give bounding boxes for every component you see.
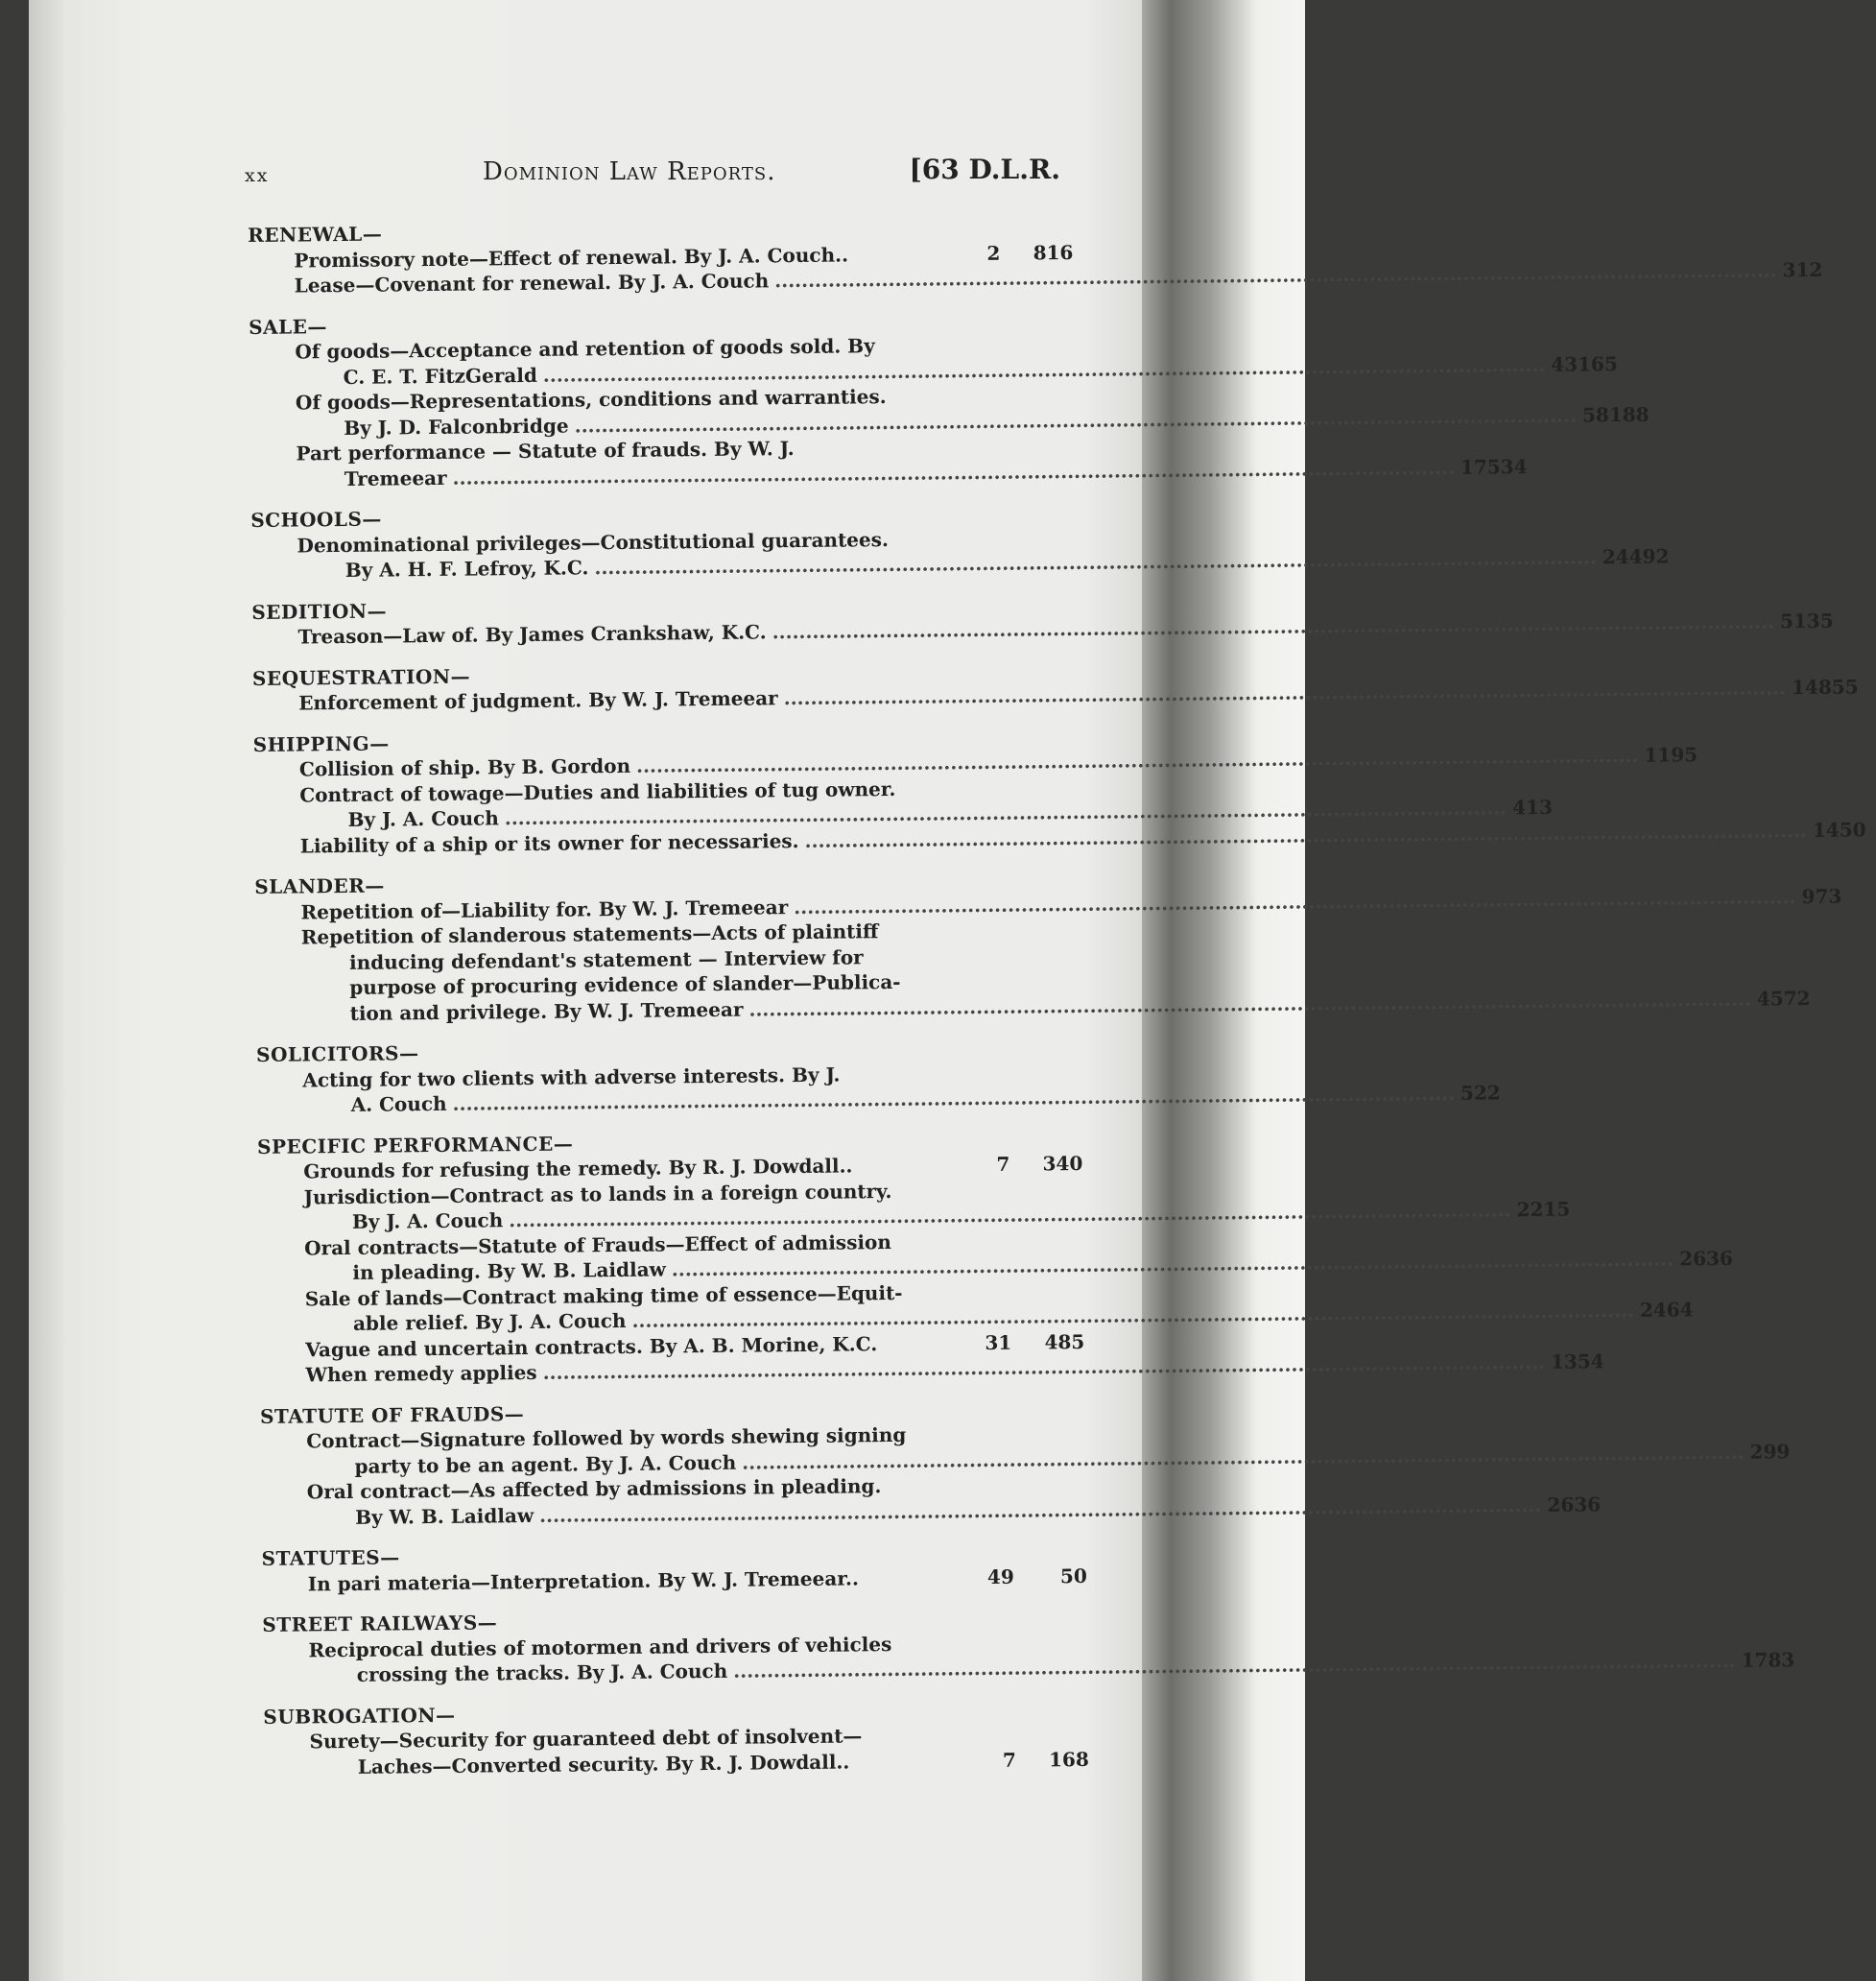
index-entry: [249, 331, 1618, 391]
index-section: [259, 1395, 1791, 1530]
volume-number: 2: [986, 241, 1001, 265]
entry-text-line: party to be an agent. By J. A. Couch: [354, 1450, 737, 1478]
volume-number: 9: [1801, 884, 1816, 908]
entry-text-line: in pleading. By W. B. Laidlaw: [352, 1257, 666, 1284]
page-reference: 13: [1525, 795, 1554, 820]
entry-text-line: purpose of procuring evidence of slander—Publica-: [349, 969, 901, 999]
entry-text-line: Surety—Security for guaranteed debt of insolvent—: [309, 1724, 863, 1754]
entry-text-line: inducing defendant's statement — Interview for: [348, 944, 864, 974]
index-section: [263, 1695, 1089, 1780]
page-reference: 35: [1806, 609, 1834, 633]
index-section: [251, 656, 1859, 716]
entry-text-line: Vague and uncertain contracts. By A. B. Morine, K.C.: [305, 1331, 878, 1361]
entry-text-line: In pari materia—Interpretation. By W. J. Tremeear..: [307, 1565, 859, 1595]
section-heading: SHIPPING—: [252, 730, 390, 756]
entry-text-line: Of goods—Acceptance and retention of goods sold. By: [295, 334, 875, 364]
index-section: [256, 1125, 1733, 1388]
page-reference: 95: [1671, 743, 1698, 767]
entry-text-line: Promissory note—Effect of renewal. By J. A. Couch..: [294, 242, 849, 272]
section-heading: SUBROGATION—: [263, 1703, 456, 1729]
volume-number: 2: [1749, 1440, 1764, 1464]
page-reference: 450: [1825, 817, 1866, 842]
entry-text-line: By J. A. Couch: [347, 806, 499, 831]
entry-text-line: Repetition of slanderous statements—Acts of plaintiff: [300, 919, 879, 949]
volume-number: 1: [1550, 1349, 1565, 1373]
entry-text-line: Of goods—Representations, conditions and warranties.: [295, 385, 887, 415]
page-reference: 50: [1059, 1563, 1087, 1587]
index-section: [251, 590, 1834, 650]
entry-text-line: Enforcement of judgment. By W. J. Tremeear: [298, 686, 778, 715]
volume-number: 11: [1644, 743, 1672, 767]
volume-number: 14: [1791, 675, 1819, 700]
entry-text-line: Oral contract—As affected by admissions in pleading.: [306, 1474, 882, 1504]
entry-text-line: Contract—Signature followed by words shewing signing: [306, 1422, 907, 1453]
index-entry: [257, 1176, 1571, 1235]
section-heading: RENEWAL—: [248, 222, 383, 247]
volume-number: 1: [1812, 818, 1826, 842]
page-reference: 783: [1754, 1648, 1795, 1672]
page-reference: 572: [1769, 986, 1811, 1010]
entry-text-line: able relief. By J. A. Couch: [352, 1308, 627, 1335]
entry-text-line: Part performance — Statute of frauds. By W. J.: [296, 437, 795, 465]
index-section: [252, 723, 1866, 858]
page-reference: 165: [1577, 351, 1618, 375]
section-heading: SOLICITORS—: [255, 1041, 419, 1066]
entry-text-line: Reciprocal duties of motormen and drivers of vehicles: [308, 1632, 892, 1661]
volume-number: 2: [1679, 1247, 1694, 1271]
section-heading: SALE—: [249, 314, 328, 339]
index-entry: [250, 524, 1670, 584]
entry-text-line: By W. B. Laidlaw: [355, 1503, 534, 1529]
page-reference: 816: [1033, 240, 1074, 264]
volume-number: 2: [1516, 1198, 1531, 1222]
page-reference: 73: [1815, 884, 1842, 908]
index-entry: [256, 1059, 1501, 1118]
entry-text-line: Acting for two clients with adverse interests. By J.: [302, 1062, 841, 1091]
entry-text-line: C. E. T. FitzGerald: [343, 363, 537, 389]
page-reference: 215: [1530, 1197, 1571, 1222]
volume-number: 49: [986, 1564, 1014, 1588]
section-heading: STREET RAILWAYS—: [262, 1611, 498, 1636]
page-reference: 485: [1044, 1329, 1085, 1353]
entry-text-line: By J. A. Couch: [351, 1208, 504, 1233]
entry-text-line: By J. D. Falconbridge: [344, 414, 569, 440]
entry-text-line: A. Couch: [350, 1091, 447, 1116]
volume-number: 31: [985, 1330, 1012, 1354]
page-reference: 636: [1560, 1492, 1602, 1516]
page-reference: 340: [1042, 1151, 1083, 1176]
page-number: xx: [245, 165, 270, 186]
volume-reference: [63 D.L.R.: [909, 154, 1060, 185]
entry-text-line: Lease—Covenant for renewal. By J. A. Couch: [294, 269, 770, 298]
entry-text-line: Liability of a ship or its owner for necessaries.: [299, 828, 799, 857]
index-entry: [258, 1227, 1733, 1286]
entry-text-line: Denominational privileges—Constitutional guarantees.: [297, 527, 890, 557]
volume-number: 3: [1782, 258, 1796, 282]
page-reference: 22: [1473, 1081, 1501, 1105]
volume-number: 7: [996, 1152, 1010, 1176]
running-title: Dominion Law Reports.: [483, 157, 776, 186]
section-heading: STATUTES—: [261, 1545, 400, 1570]
entry-text-line: By A. H. F. Lefroy, K.C.: [344, 556, 589, 582]
index-section: [250, 499, 1670, 585]
entry-text-line: Grounds for refusing the remedy. By R. J. Dowdall..: [303, 1154, 853, 1183]
index-entry: [249, 433, 1528, 492]
page-reference: 12: [1795, 257, 1823, 282]
section-heading: SEDITION—: [251, 599, 388, 624]
index-entry: [260, 1420, 1791, 1480]
page-reference: 168: [1048, 1747, 1089, 1771]
volume-number: 43: [1551, 351, 1579, 376]
entry-text-line: tion and privilege. By W. J. Tremeear: [349, 997, 744, 1025]
index-section: [255, 1034, 1501, 1119]
index-entry: [261, 1471, 1602, 1531]
section-heading: SLANDER—: [254, 873, 385, 898]
index-section: [261, 1538, 1087, 1597]
entry-text-line: Treason—Law of. By James Crankshaw, K.C.: [297, 620, 767, 649]
index-section: [262, 1604, 1795, 1689]
index-section: [249, 305, 1650, 491]
page-reference: 464: [1652, 1298, 1694, 1322]
section-heading: SEQUESTRATION—: [251, 664, 471, 690]
volume-number: 1: [1741, 1648, 1755, 1672]
volume-number: 4: [1512, 796, 1527, 820]
subject-index: [248, 214, 1866, 1796]
volume-number: 51: [1779, 609, 1807, 633]
entry-text-line: Collision of ship. By B. Gordon: [298, 753, 631, 781]
entry-text-line: Contract of towage—Duties and liabilities of tug owner.: [299, 776, 896, 806]
section-heading: SCHOOLS—: [250, 507, 382, 532]
page-reference: 99: [1763, 1439, 1791, 1464]
entry-text-line: Repetition of—Liability for. By W. J. Tremeear: [300, 895, 789, 923]
volume-number: 2: [1547, 1492, 1561, 1516]
entry-text-line: When remedy applies: [305, 1360, 537, 1387]
page-reference: 534: [1486, 454, 1528, 478]
volume-number: 58: [1581, 402, 1609, 426]
entry-text-line: Laches—Converted security. By R. J. Dowdall..: [357, 1750, 850, 1778]
volume-number: 2: [1639, 1298, 1653, 1322]
page-reference: 855: [1817, 675, 1859, 699]
page-header: [245, 154, 1060, 192]
page-reference: 636: [1692, 1246, 1733, 1271]
index-entry: [249, 382, 1650, 442]
entry-text-line: Jurisdiction—Contract as to lands in a foreign country.: [303, 1179, 892, 1208]
volume-number: 7: [1002, 1748, 1016, 1772]
index-section: [248, 214, 1823, 299]
index-entry: [255, 917, 1811, 1027]
volume-number: 4: [1756, 986, 1770, 1011]
index-entry: [262, 1629, 1795, 1688]
entry-text-line: Sale of lands—Contract making time of essence—Equit-: [304, 1280, 903, 1310]
section-heading: SPECIFIC PERFORMANCE—: [256, 1132, 574, 1158]
entry-text-line: Oral contracts—Statute of Frauds—Effect of admission: [304, 1229, 891, 1259]
volume-number: 24: [1602, 544, 1629, 569]
page-reference: 492: [1628, 544, 1670, 568]
index-entry: [259, 1277, 1694, 1337]
section-heading: STATUTE OF FRAUDS—: [259, 1401, 525, 1428]
index-section: [254, 866, 1842, 1027]
entry-text-line: crossing the tracks. By J. A. Couch: [356, 1659, 728, 1686]
index-entry: [263, 1721, 1089, 1780]
volume-number: 5: [1460, 1081, 1475, 1105]
page-reference: 354: [1563, 1349, 1604, 1373]
page-reference: 188: [1608, 402, 1650, 426]
index-entry: [253, 774, 1554, 833]
entry-text-line: Tremeear: [344, 465, 447, 490]
volume-number: 17: [1460, 454, 1487, 479]
